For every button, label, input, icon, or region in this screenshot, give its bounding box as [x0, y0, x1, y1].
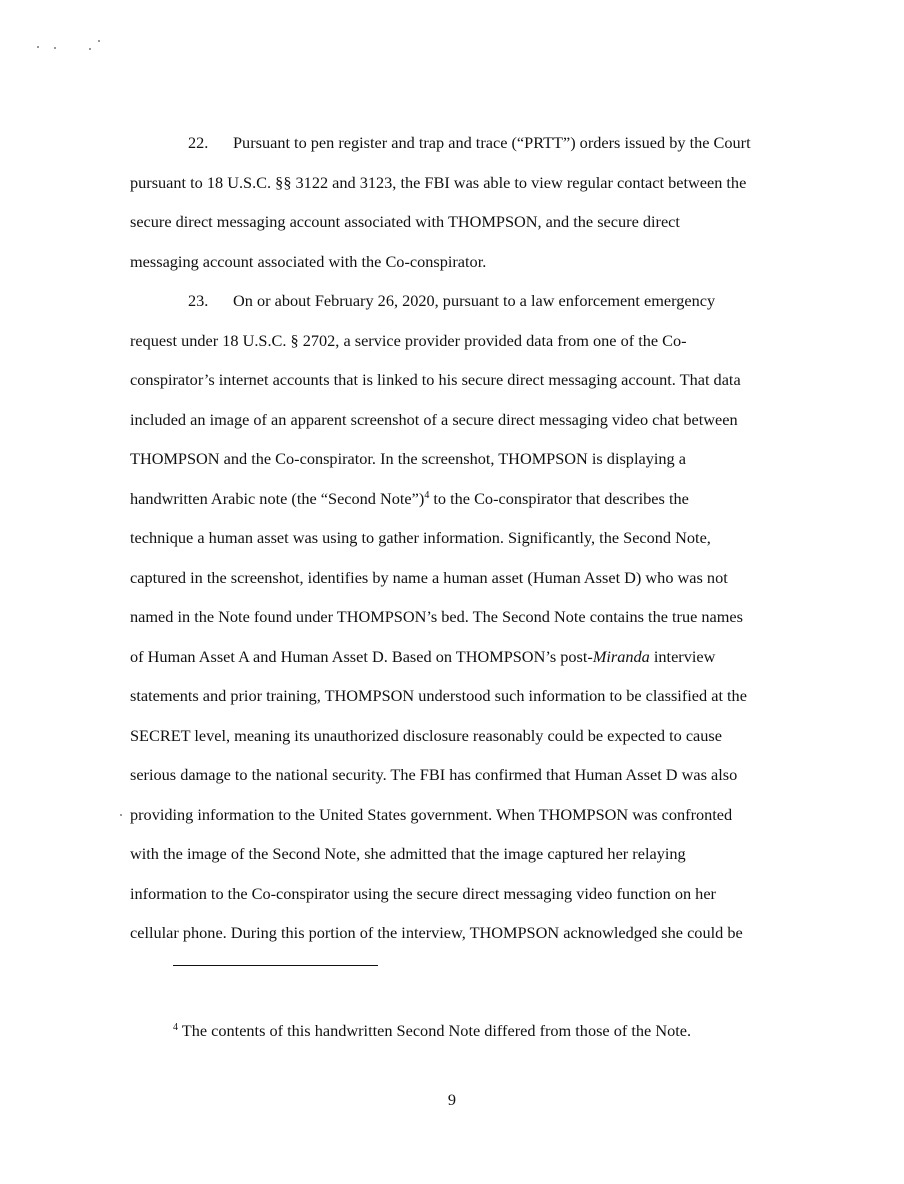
paragraph-line: pursuant to 18 U.S.C. §§ 3122 and 3123, the FBI was able to view regular contact between the [130, 172, 747, 192]
footnote-marker: 4 [173, 1022, 178, 1033]
paragraph-line: messaging account associated with the Co-conspirator. [130, 251, 487, 271]
paragraph-line: technique a human asset was using to gather information. Significantly, the Second Note, [130, 528, 711, 547]
paragraph-line: statements and prior training, THOMPSON understood such information to be classified at the [130, 686, 747, 705]
paragraph-line: SECRET level, meaning its unauthorized disclosure reasonably could be expected to cause [130, 725, 722, 745]
footnote-text: The contents of this handwritten Second Note differed from those of the Note. [178, 1021, 692, 1040]
paragraph-number: 22. [188, 133, 209, 152]
scan-speck [120, 814, 122, 816]
paragraph-line: cellular phone. During this portion of the interview, THOMPSON acknowledged she could be [130, 923, 743, 942]
paragraph-line: request under 18 U.S.C. § 2702, a service provider provided data from one of the Co- [130, 330, 687, 350]
paragraph-line: with the image of the Second Note, she admitted that the image captured her relaying [130, 844, 686, 863]
footnote [173, 1021, 691, 1041]
italic-term: Miranda [592, 646, 650, 666]
footnote-reference: 4 [424, 489, 430, 501]
paragraph-line: Pursuant to pen register and trap and trace (“PRTT”) orders issued by the Court [233, 133, 751, 152]
paragraph-line: named in the Note found under THOMPSON’s bed. The Second Note contains the true names [130, 607, 743, 626]
paragraph-line: serious damage to the national security. The FBI has confirmed that Human Asset D was also [130, 765, 738, 784]
paragraph-line: information to the Co-conspirator using the secure direct messaging video function on her [130, 883, 716, 903]
paragraph-line: of Human Asset A and Human Asset D. Based on THOMPSON’s post-Miranda interview [130, 646, 716, 666]
paragraph-line: On or about February 26, 2020, pursuant to a law enforcement emergency [233, 291, 716, 310]
paragraph-line: captured in the screenshot, identifies by name a human asset (Human Asset D) who was not [130, 567, 728, 587]
scan-speck [54, 47, 56, 49]
footnote-separator [173, 965, 378, 966]
paragraph-line: secure direct messaging account associated with THOMPSON, and the secure direct [130, 212, 680, 231]
paragraph-line: providing information to the United States government. When THOMPSON was confronted [130, 804, 733, 824]
scan-speck [37, 46, 39, 48]
paragraph-number: 23. [188, 291, 209, 310]
paragraph-22 [130, 123, 786, 281]
paragraph-line: included an image of an apparent screenshot of a secure direct messaging video chat between [130, 409, 738, 429]
scan-speck [98, 40, 100, 42]
paragraph-line: conspirator’s internet accounts that is linked to his secure direct messaging account. That data [130, 370, 741, 389]
page-number: 9 [447, 1090, 457, 1109]
paragraph-line: THOMPSON and the Co-conspirator. In the screenshot, THOMPSON is displaying a [130, 449, 686, 468]
scan-speck [89, 48, 91, 50]
paragraph-line: handwritten Arabic note (the “Second Note”)$^4$ to the Co-conspirator that describes the [130, 488, 689, 508]
paragraph-23 [130, 281, 786, 953]
